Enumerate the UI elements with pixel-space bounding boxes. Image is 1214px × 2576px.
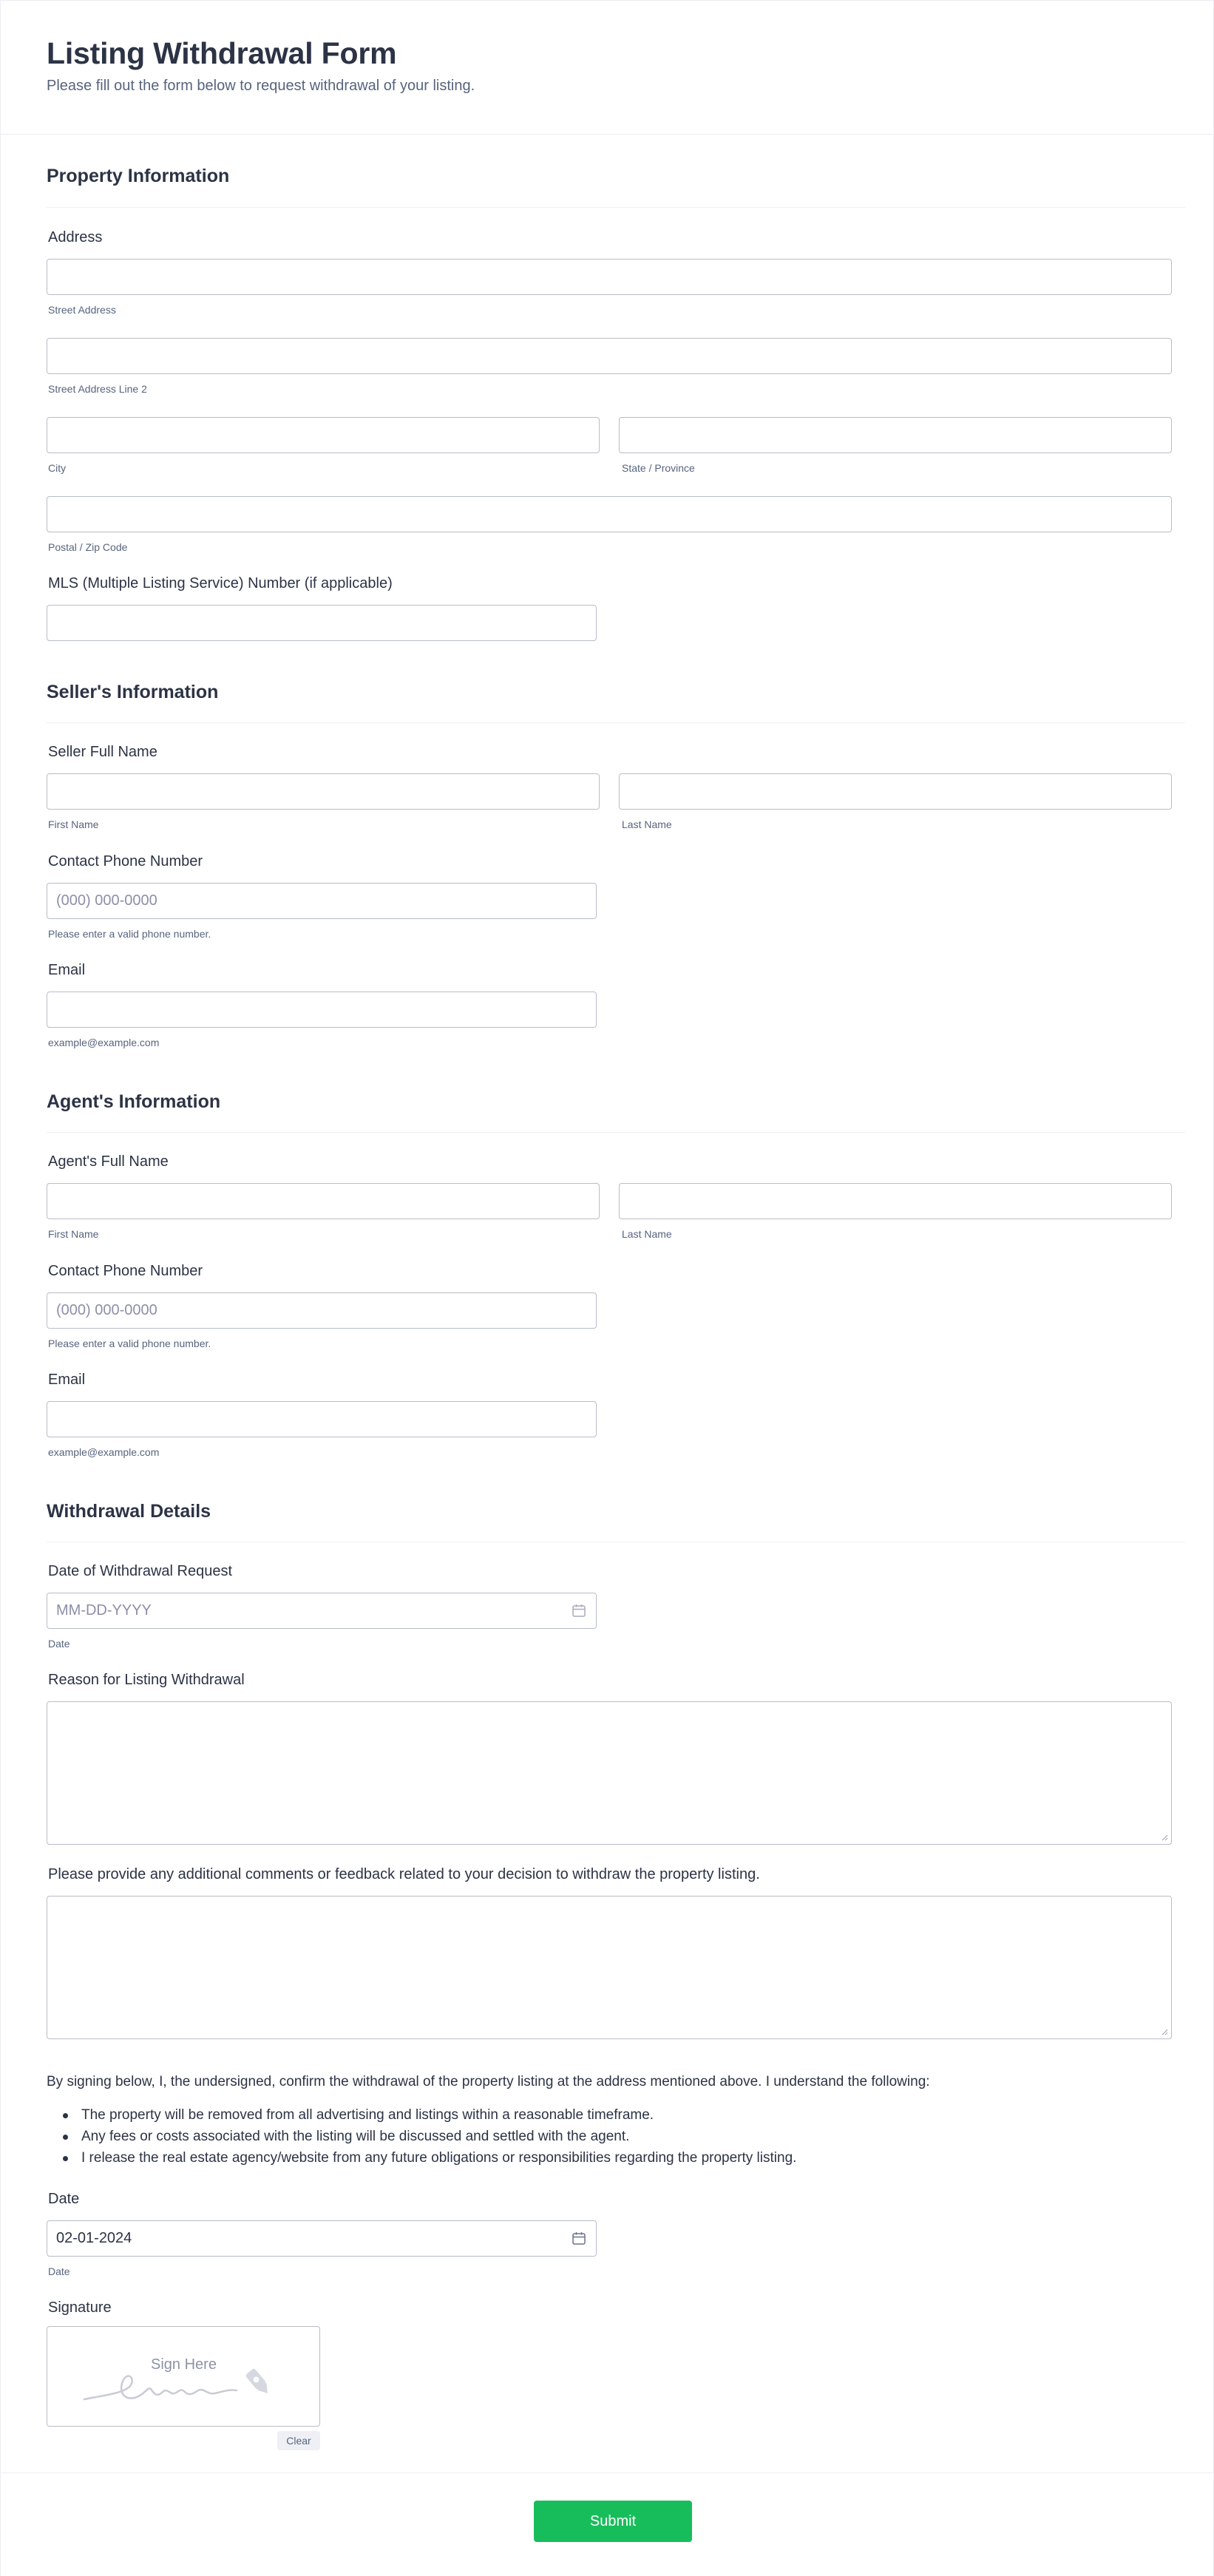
- withdrawal-date-sublabel: Date: [48, 1638, 70, 1650]
- agent-phone-label: Contact Phone Number: [48, 1263, 203, 1279]
- resize-grip-icon[interactable]: [1161, 2028, 1168, 2036]
- postal-code-sublabel: Postal / Zip Code: [48, 541, 128, 553]
- seller-email-label: Email: [48, 962, 86, 978]
- section-title-agent: Agent's Information: [47, 1091, 221, 1112]
- section-divider: [47, 1132, 1185, 1133]
- calendar-icon[interactable]: [572, 2231, 586, 2245]
- comments-label: Please provide any additional comments or feedback related to your decision to withdraw the property listing.: [48, 1866, 760, 1882]
- agreement-intro: By signing below, I, the undersigned, confirm the withdrawal of the property listing at the address mentioned above. I understand the following:: [47, 2074, 930, 2089]
- seller-last-name-input[interactable]: [619, 773, 1172, 810]
- seller-last-name-sublabel: Last Name: [622, 818, 672, 830]
- agent-email-label: Email: [48, 1372, 86, 1388]
- postal-code-input[interactable]: [47, 496, 1172, 532]
- agent-first-name-input[interactable]: [47, 1183, 600, 1219]
- seller-name-label: Seller Full Name: [48, 744, 157, 760]
- signature-label: Signature: [48, 2299, 112, 2316]
- reason-label: Reason for Listing Withdrawal: [48, 1672, 245, 1688]
- city-sublabel: City: [48, 462, 67, 474]
- signature-date-sublabel: Date: [48, 2265, 70, 2277]
- seller-first-name-sublabel: First Name: [48, 818, 99, 830]
- mls-label: MLS (Multiple Listing Service) Number (if applicable): [48, 575, 393, 592]
- comments-textarea[interactable]: [47, 1896, 1172, 2039]
- section-divider: [47, 207, 1185, 208]
- agent-email-sublabel: example@example.com: [48, 1446, 160, 1458]
- list-item: The property will be removed from all advertising and listings within a reasonable timeframe.: [47, 2107, 796, 2129]
- withdrawal-date-label: Date of Withdrawal Request: [48, 1563, 233, 1579]
- agent-first-name-sublabel: First Name: [48, 1228, 99, 1240]
- city-input[interactable]: [47, 417, 600, 453]
- agent-last-name-input[interactable]: [619, 1183, 1172, 1219]
- seller-first-name-input[interactable]: [47, 773, 600, 810]
- seller-phone-label: Contact Phone Number: [48, 853, 203, 870]
- section-title-seller: Seller's Information: [47, 682, 219, 702]
- page-subtitle: Please fill out the form below to request withdrawal of your listing.: [47, 78, 475, 94]
- agent-phone-sublabel: Please enter a valid phone number.: [48, 1338, 211, 1349]
- street-address-line2-sublabel: Street Address Line 2: [48, 383, 147, 395]
- agent-email-input[interactable]: [47, 1401, 597, 1437]
- street-address-input[interactable]: [47, 259, 1172, 295]
- seller-email-input[interactable]: [47, 992, 597, 1028]
- mls-number-input[interactable]: [47, 605, 597, 641]
- footer-divider: [1, 2472, 1213, 2473]
- state-input[interactable]: [619, 417, 1172, 453]
- calendar-icon[interactable]: [572, 1603, 586, 1618]
- seller-email-sublabel: example@example.com: [48, 1037, 160, 1048]
- signature-date-input[interactable]: [47, 2220, 597, 2257]
- reason-textarea[interactable]: [47, 1701, 1172, 1845]
- resize-grip-icon[interactable]: [1161, 1834, 1168, 1841]
- seller-phone-input[interactable]: [47, 883, 597, 919]
- section-title-withdrawal: Withdrawal Details: [47, 1501, 211, 1522]
- agreement-list: [47, 2107, 796, 2172]
- signature-pad[interactable]: [47, 2326, 320, 2427]
- clear-signature-button[interactable]: Clear: [277, 2431, 320, 2450]
- page-title: Listing Withdrawal Form: [47, 36, 397, 70]
- agent-name-label: Agent's Full Name: [48, 1153, 169, 1170]
- form-header: [1, 0, 1213, 135]
- seller-phone-sublabel: Please enter a valid phone number.: [48, 928, 211, 940]
- signature-date-label: Date: [48, 2191, 80, 2207]
- agent-last-name-sublabel: Last Name: [622, 1228, 672, 1240]
- list-item: Any fees or costs associated with the listing will be discussed and settled with the agent.: [47, 2129, 796, 2150]
- section-title-property: Property Information: [47, 166, 230, 186]
- signature-placeholder: Sign Here: [151, 2356, 217, 2373]
- section-divider: [47, 722, 1185, 723]
- street-address-line2-input[interactable]: [47, 338, 1172, 374]
- address-label: Address: [48, 229, 103, 245]
- submit-button[interactable]: Submit: [534, 2501, 692, 2542]
- state-sublabel: State / Province: [622, 462, 695, 474]
- agent-phone-input[interactable]: [47, 1292, 597, 1329]
- withdrawal-date-input[interactable]: [47, 1593, 597, 1629]
- street-address-sublabel: Street Address: [48, 304, 116, 316]
- list-item: I release the real estate agency/website from any future obligations or responsibilities regarding the property listing.: [47, 2150, 796, 2172]
